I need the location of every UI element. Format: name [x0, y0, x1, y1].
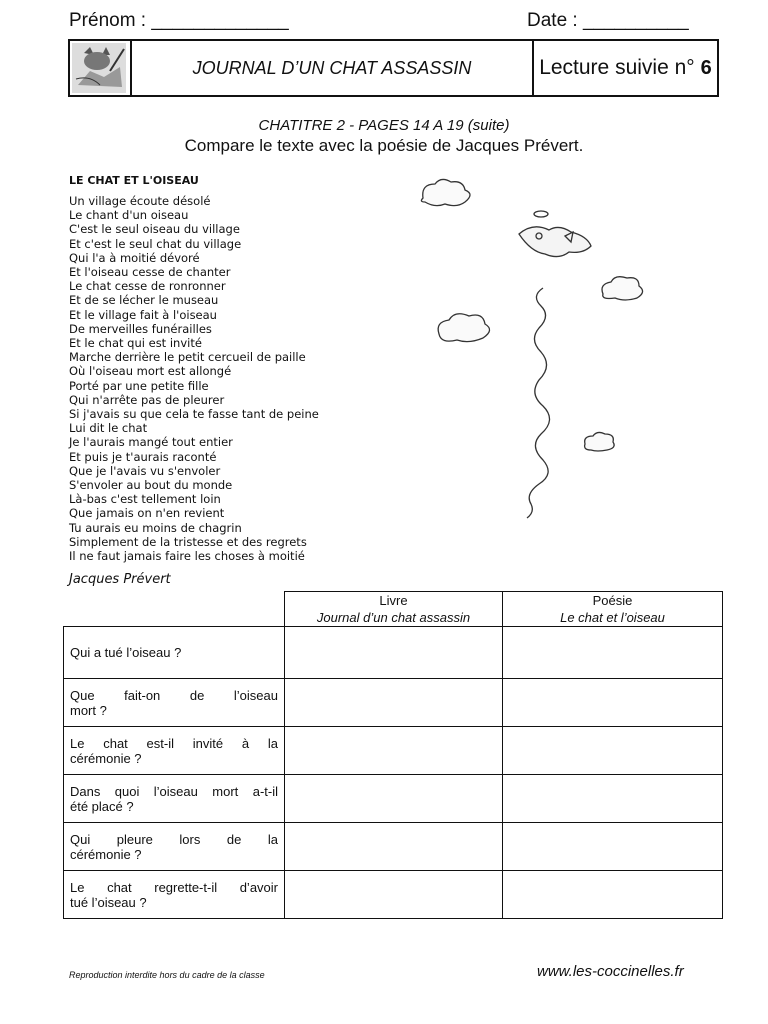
question-line-2: mort ?: [70, 702, 107, 718]
answer-poesie-cell[interactable]: [503, 823, 723, 871]
table-row: [64, 823, 723, 871]
question-cell: [64, 679, 285, 727]
answer-livre-cell[interactable]: [285, 823, 503, 871]
table-row: [64, 679, 723, 727]
question-cell: [64, 871, 285, 919]
question-line-2: été placé ?: [70, 798, 134, 814]
poem-line: Porté par une petite fille: [69, 378, 209, 393]
question-cell: [64, 727, 285, 775]
answer-livre-cell[interactable]: [285, 775, 503, 823]
prenom-field: Prénom : _____________: [69, 10, 289, 31]
poem-line: Et puis je t'aurais raconté: [69, 449, 217, 464]
question-cell: [64, 823, 285, 871]
date-field: Date : __________: [527, 10, 689, 31]
answer-poesie-cell[interactable]: [503, 679, 723, 727]
column-poesie-sub: Le chat et l’oiseau: [560, 610, 665, 625]
column-header-livre: [285, 592, 503, 627]
poem-title: LE CHAT ET L'OISEAU: [69, 174, 199, 187]
poem-author: Jacques Prévert: [69, 572, 171, 587]
question-line-1: Le chat regrette-t-il d’avoir: [70, 879, 278, 895]
question-line: Qui a tué l’oiseau ?: [70, 645, 182, 660]
poem-line: Et le village fait à l'oiseau: [69, 307, 217, 322]
lecture-text: Lecture suivie n°: [539, 56, 695, 79]
footer-website-link[interactable]: www.les-coccinelles.fr: [537, 963, 684, 980]
poem-lines: [69, 194, 319, 563]
question-line-2: cérémonie ?: [70, 846, 142, 862]
column-poesie-title: Poésie: [592, 593, 633, 608]
poem-line: Que jamais on n'en revient: [69, 506, 225, 521]
table-row: [64, 627, 723, 679]
answer-poesie-cell[interactable]: [503, 871, 723, 919]
answer-livre-cell[interactable]: [285, 727, 503, 775]
poem-line: Simplement de la tristesse et des regrets: [69, 534, 307, 549]
comparison-table: [63, 591, 723, 919]
answer-poesie-cell[interactable]: [503, 775, 723, 823]
poem-line: Et de se lécher le museau: [69, 293, 219, 308]
poem-line: Que je l'avais vu s'envoler: [69, 463, 221, 478]
poem-line: Où l'oiseau mort est allongé: [69, 364, 232, 379]
lecture-label: [534, 41, 717, 95]
answer-poesie-cell[interactable]: [503, 627, 723, 679]
poem-line: Marche derrière le petit cercueil de paille: [69, 350, 306, 365]
question-line-1: Que fait-on de l’oiseau: [70, 687, 278, 703]
poem-line: C'est le seul oiseau du village: [69, 222, 240, 237]
poem-line: Le chant d'un oiseau: [69, 208, 189, 223]
column-livre-title: Livre: [379, 593, 408, 608]
column-header-poesie: [503, 592, 723, 627]
table-row: [64, 775, 723, 823]
cat-bird-illustration-icon: [415, 176, 665, 542]
question-cell: [64, 627, 285, 679]
table-row: [64, 871, 723, 919]
instruction: Compare le texte avec la poésie de Jacques Prévert.: [184, 136, 584, 155]
answer-livre-cell[interactable]: [285, 627, 503, 679]
answer-livre-cell[interactable]: [285, 871, 503, 919]
poem-line: Je l'aurais mangé tout entier: [69, 435, 233, 450]
poem-line: Si j'avais su que cela te fasse tant de peine: [69, 407, 319, 422]
chapter-heading: CHATITRE 2 - PAGES 14 A 19 (suite): [258, 117, 510, 134]
cat-logo-icon: [70, 41, 132, 95]
poem-line: Et le chat qui est invité: [69, 336, 202, 351]
book-title: JOURNAL D’UN CHAT ASSASSIN: [132, 41, 534, 95]
poem-line: Qui n'arrête pas de pleurer: [69, 392, 225, 407]
footer-copyright: Reproduction interdite hors du cadre de la classe: [69, 970, 265, 980]
question-line-2: tué l’oiseau ?: [70, 894, 147, 910]
poem-line: Le chat cesse de ronronner: [69, 279, 226, 294]
poem-line: S'envoler au bout du monde: [69, 478, 233, 493]
poem-line: Tu aurais eu moins de chagrin: [69, 520, 242, 535]
poem-line: Il ne faut jamais faire les choses à moitié: [69, 549, 305, 564]
question-line-1: Qui pleure lors de la: [70, 831, 278, 847]
poem-line: Qui l'a à moitié dévoré: [69, 250, 200, 265]
poem-line: Là-bas c'est tellement loin: [69, 492, 221, 507]
poem-line: Et c'est le seul chat du village: [69, 236, 242, 251]
header-box: [68, 39, 719, 97]
question-line-2: cérémonie ?: [70, 750, 142, 766]
poem-line: Un village écoute désolé: [69, 194, 211, 208]
question-cell: [64, 775, 285, 823]
question-line-1: Dans quoi l’oiseau mort a-t-il: [70, 783, 278, 799]
poem-line: Lui dit le chat: [69, 421, 148, 436]
lecture-number: 6: [700, 56, 712, 79]
answer-livre-cell[interactable]: [285, 679, 503, 727]
poem-line: De merveilles funérailles: [69, 321, 212, 336]
poem-line: Et l'oiseau cesse de chanter: [69, 265, 231, 280]
column-livre-sub: Journal d’un chat assassin: [316, 610, 471, 625]
question-line-1: Le chat est-il invité à la: [70, 735, 278, 751]
answer-poesie-cell[interactable]: [503, 727, 723, 775]
table-row: [64, 727, 723, 775]
table-corner-blank: [64, 592, 285, 627]
